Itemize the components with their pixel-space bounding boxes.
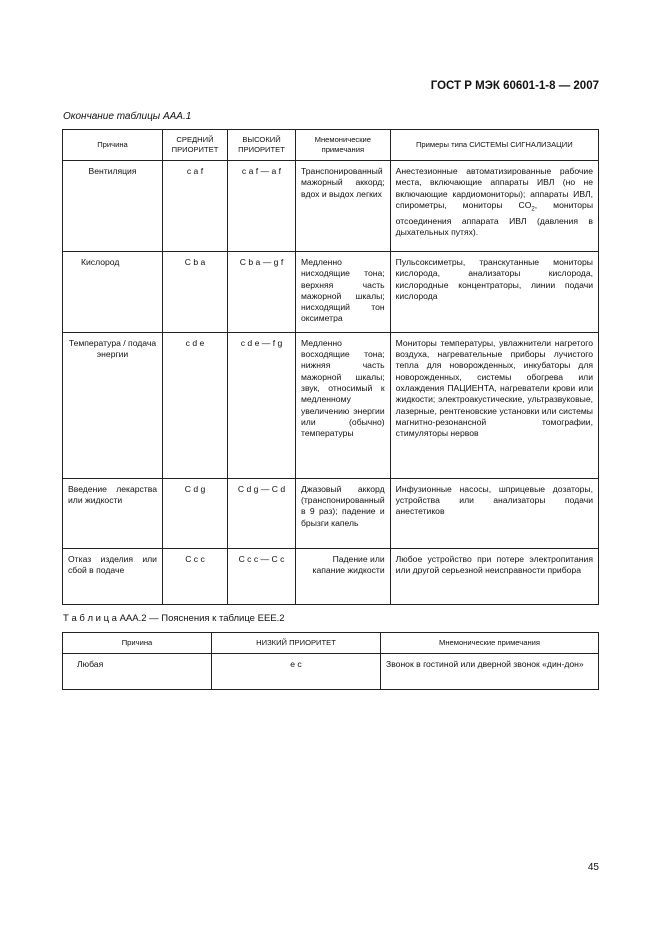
table-row: [63, 654, 599, 690]
cell-high: C b a — g f: [228, 252, 296, 333]
examples-text-part1: Анестезионные автоматизированные рабочие места, включающие аппараты ИВЛ (но не включающие кардиомониторы); аппараты ИВЛ, спирометры, мониторы CO: [395, 166, 593, 210]
cell-examples: Мониторы температуры, увлажнители нагретого воздуха, нагревательные приборы лучистого тепла для новорожденных, инкубаторы для новорожденных, системы обогрева или охлаждения ПАЦИЕНТА, нагреватели крови или жидкости; электроакустические, ультразвуковые, лазерные, рентгеновские установки или системы магнитно-резонансной томографии, стимуляторы нервов: [390, 332, 598, 478]
cell-cause: Любая: [63, 654, 212, 690]
header-high-priority: ВЫСОКИЙ ПРИОРИТЕТ: [228, 130, 296, 161]
header-examples: Примеры типа СИСТЕМЫ СИГНАЛИЗАЦИИ: [390, 130, 598, 161]
examples-text-part2: , мониторы отсоединения аппарата ИВЛ (давления в дыхательных путях).: [395, 199, 593, 238]
cell-mnemonic: Джазовый аккорд (транспонированный в 9 раз); падение и брызги капель: [296, 478, 391, 548]
cell-medium: C b a: [163, 252, 228, 333]
cell-cause: Температура / подача энергии: [63, 332, 163, 478]
header-medium-priority: СРЕДНИЙ ПРИОРИТЕТ: [163, 130, 228, 161]
cell-mnemonic: Медленно восходящие тона; нижняя часть мажорной шкалы; звук, относимый к медленному увеличению энергии или (обычно) температуры: [296, 332, 391, 478]
header-cause: Причина: [63, 130, 163, 161]
alarm-table-1: [62, 129, 599, 605]
alarm-table-2: [62, 632, 599, 690]
table-row: [63, 478, 599, 548]
cell-mnemonic: Транспонированный мажорный аккорд; вдох и выдох легких: [296, 161, 391, 252]
table-row: [63, 252, 599, 333]
table-row: [63, 332, 599, 478]
table2-caption: Т а б л и ц а ААА.2 — Пояснения к таблице ЕЕЕ.2: [63, 613, 285, 624]
table1-caption: Окончание таблицы ААА.1: [63, 111, 192, 122]
cell-cause: Кислород: [63, 252, 163, 333]
cell-high: C c c — C c: [228, 548, 296, 604]
table-row: [63, 548, 599, 604]
examples-subscript: 2: [531, 206, 535, 213]
cell-examples: [390, 161, 598, 252]
header-low-priority: НИЗКИЙ ПРИОРИТЕТ: [212, 633, 381, 654]
cell-medium: C c c: [163, 548, 228, 604]
cell-high: c d e — f g: [228, 332, 296, 478]
cell-examples: Инфузионные насосы, шприцевые дозаторы, устройства или анализаторы подачи анестетиков: [390, 478, 598, 548]
cell-cause: Вентиляция: [63, 161, 163, 252]
header-cause: Причина: [63, 633, 212, 654]
header-mnemonic: Мнемонические примечания: [296, 130, 391, 161]
cell-examples: Любое устройство при потере электропитания или другой серьезной неисправности прибора: [390, 548, 598, 604]
cell-high: c a f — a f: [228, 161, 296, 252]
table-header-row: [63, 633, 599, 654]
cell-examples: Пульсоксиметры, транскутанные мониторы кислорода, анализаторы кислорода, кислородные концентраторы, линии подачи кислорода: [390, 252, 598, 333]
document-header: ГОСТ Р МЭК 60601-1-8 — 2007: [430, 80, 599, 92]
table-header-row: [63, 130, 599, 161]
table-row: [63, 161, 599, 252]
cell-mnemonic: Падение или капание жидкости: [296, 548, 391, 604]
cell-cause: Отказ изделия или сбой в подаче: [63, 548, 163, 604]
cell-medium: C d g: [163, 478, 228, 548]
cell-mnemonic: Звонок в гостиной или дверной звонок «дин-дон»: [381, 654, 599, 690]
cell-high: C d g — C d: [228, 478, 296, 548]
cell-cause: Введение лекарства или жидкости: [63, 478, 163, 548]
cell-mnemonic: Медленно нисходящие тона; верхняя часть мажорной шкалы; нисходящий тон оксиметра: [296, 252, 391, 333]
header-mnemonic: Мнемонические примечания: [381, 633, 599, 654]
page-number: 45: [587, 862, 599, 873]
cell-low: e c: [212, 654, 381, 690]
cell-medium: c d e: [163, 332, 228, 478]
cell-medium: c a f: [163, 161, 228, 252]
